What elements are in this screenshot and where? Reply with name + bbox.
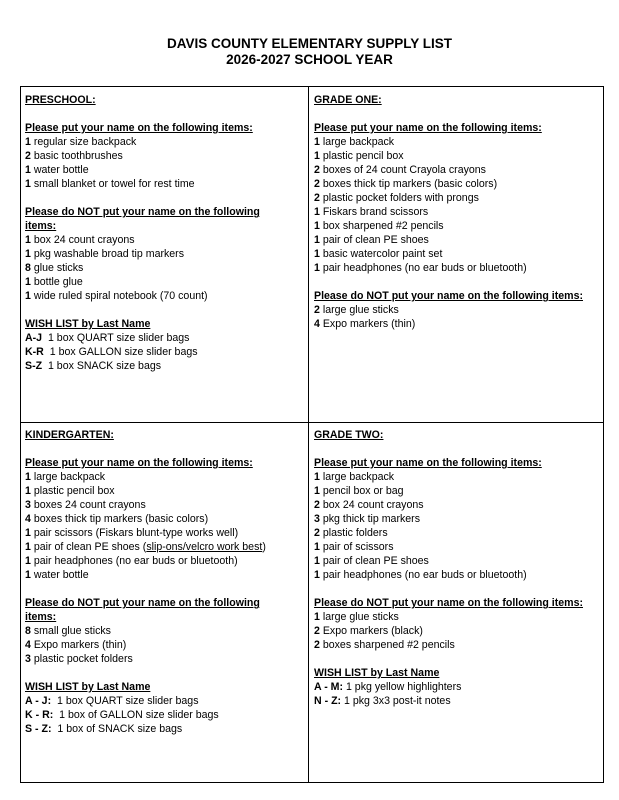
list-item xyxy=(25,554,266,568)
supply-grid xyxy=(20,86,604,783)
item-text: plastic folders xyxy=(319,527,388,539)
item-text: large backpack xyxy=(30,471,106,483)
wish-list-heading: WISH LIST by Last Name xyxy=(25,681,151,693)
list-item xyxy=(314,163,583,177)
list-item xyxy=(25,568,266,582)
item-quantity: 8 xyxy=(25,625,31,637)
name-items-heading: Please put your name on the following items: xyxy=(25,457,253,469)
item-text: wide ruled spiral notebook (70 count) xyxy=(30,290,208,302)
item-quantity: 1 xyxy=(25,569,31,581)
item-note: slip-ons/velcro work best xyxy=(146,541,263,553)
item-text: large backpack xyxy=(319,471,395,483)
list-item xyxy=(25,163,260,177)
item-text: large glue sticks xyxy=(319,304,399,316)
item-text: boxes thick tip markers (basic colors) xyxy=(319,178,498,190)
list-item xyxy=(25,512,266,526)
item-quantity: 2 xyxy=(314,164,320,176)
list-item xyxy=(314,554,583,568)
item-text: plastic pencil box xyxy=(319,150,404,162)
item-quantity: 1 xyxy=(25,276,31,288)
item-text: pencil box or bag xyxy=(319,485,404,497)
list-item xyxy=(314,177,583,191)
item-text: water bottle xyxy=(30,164,89,176)
item-quantity: A - J: xyxy=(25,695,52,707)
list-item xyxy=(25,540,266,554)
row-divider xyxy=(21,422,603,423)
item-quantity: 2 xyxy=(314,178,320,190)
list-item xyxy=(25,624,266,638)
item-quantity: 1 xyxy=(314,555,320,567)
list-item xyxy=(314,694,583,708)
section-heading: KINDERGARTEN: xyxy=(25,429,114,441)
item-quantity: 1 xyxy=(25,471,31,483)
item-quantity: 3 xyxy=(314,513,320,525)
item-quantity: 3 xyxy=(25,653,31,665)
item-text: Expo markers (thin) xyxy=(319,318,416,330)
list-item xyxy=(314,317,583,331)
list-item xyxy=(314,638,583,652)
item-quantity: S-Z xyxy=(25,360,43,372)
item-quantity: A - M: xyxy=(314,681,344,693)
item-text: pair headphones (no ear buds or bluetooth) xyxy=(319,262,527,274)
list-item xyxy=(314,247,583,261)
list-item xyxy=(314,233,583,247)
item-quantity: 1 xyxy=(314,234,320,246)
item-quantity: 1 xyxy=(314,541,320,553)
item-quantity: 1 xyxy=(25,248,31,260)
item-text: 1 pkg yellow highlighters xyxy=(343,681,462,693)
item-quantity: 4 xyxy=(314,318,320,330)
list-item xyxy=(314,191,583,205)
list-item xyxy=(25,722,266,736)
item-text: regular size backpack xyxy=(30,136,137,148)
item-text: pair of clean PE shoes xyxy=(319,234,429,246)
list-item xyxy=(25,484,266,498)
grade-one-section xyxy=(314,93,583,331)
item-quantity: 1 xyxy=(25,541,31,553)
section-heading: GRADE ONE: xyxy=(314,94,382,106)
item-text: small glue sticks xyxy=(30,625,111,637)
item-text: 1 pkg 3x3 post-it notes xyxy=(341,695,451,707)
list-item xyxy=(314,470,583,484)
item-text: plastic pocket folders xyxy=(30,653,133,665)
list-item xyxy=(25,247,260,261)
item-text: pair headphones (no ear buds or bluetooth) xyxy=(319,569,527,581)
no-name-items-heading: Please do NOT put your name on the following xyxy=(25,206,260,218)
item-quantity: K-R xyxy=(25,346,44,358)
item-quantity: 8 xyxy=(25,262,31,274)
item-text: water bottle xyxy=(30,569,89,581)
list-item xyxy=(25,261,260,275)
list-item xyxy=(314,512,583,526)
section-heading: PRESCHOOL: xyxy=(25,94,96,106)
item-text: box sharpened #2 pencils xyxy=(319,220,444,232)
item-quantity: 3 xyxy=(25,499,31,511)
list-item xyxy=(25,177,260,191)
item-quantity: 1 xyxy=(25,178,31,190)
item-text: boxes 24 count crayons xyxy=(30,499,146,511)
item-text: basic watercolor paint set xyxy=(319,248,443,260)
list-item xyxy=(25,638,266,652)
item-text: boxes of 24 count Crayola crayons xyxy=(319,164,486,176)
item-quantity: 1 xyxy=(25,164,31,176)
item-text: Expo markers (black) xyxy=(319,625,423,637)
grade-two-section xyxy=(314,428,583,708)
item-quantity: 2 xyxy=(314,499,320,511)
list-item xyxy=(314,568,583,582)
item-text: pair of clean PE shoes xyxy=(319,555,429,567)
section-heading: GRADE TWO: xyxy=(314,429,384,441)
item-quantity: K - R: xyxy=(25,709,54,721)
item-text: large glue sticks xyxy=(319,611,399,623)
item-quantity: 2 xyxy=(314,625,320,637)
item-text: 1 box SNACK size bags xyxy=(42,360,162,372)
item-text: pair of clean PE shoes ( xyxy=(30,541,147,553)
item-quantity: 1 xyxy=(314,150,320,162)
item-quantity: N - Z: xyxy=(314,695,342,707)
item-text: Fiskars brand scissors xyxy=(319,206,429,218)
item-quantity: 1 xyxy=(25,527,31,539)
item-quantity: 1 xyxy=(314,485,320,497)
item-text: basic toothbrushes xyxy=(30,150,123,162)
list-item xyxy=(25,708,266,722)
item-text: pair headphones (no ear buds or bluetooth) xyxy=(30,555,238,567)
item-text: box 24 count crayons xyxy=(30,234,135,246)
list-item xyxy=(25,359,260,373)
list-item xyxy=(25,233,260,247)
list-item xyxy=(314,205,583,219)
list-item xyxy=(25,149,260,163)
item-text: pkg thick tip markers xyxy=(319,513,420,525)
list-item xyxy=(314,484,583,498)
list-item xyxy=(25,526,266,540)
item-quantity: 2 xyxy=(314,304,320,316)
item-quantity: 1 xyxy=(25,485,31,497)
item-quantity: 1 xyxy=(314,220,320,232)
no-name-items-heading-cont: items: xyxy=(25,611,57,623)
item-text: large backpack xyxy=(319,136,395,148)
item-quantity: 2 xyxy=(25,150,31,162)
item-text: glue sticks xyxy=(30,262,84,274)
list-item xyxy=(314,540,583,554)
list-item xyxy=(314,135,583,149)
school-year-title: 2026-2027 SCHOOL YEAR xyxy=(226,52,393,67)
list-item xyxy=(25,135,260,149)
name-items-heading: Please put your name on the following items: xyxy=(314,122,542,134)
item-quantity: 2 xyxy=(314,639,320,651)
column-divider xyxy=(308,87,309,782)
item-quantity: 2 xyxy=(314,527,320,539)
item-quantity: 2 xyxy=(314,192,320,204)
name-items-heading: Please put your name on the following items: xyxy=(314,457,542,469)
document-title: DAVIS COUNTY ELEMENTARY SUPPLY LIST xyxy=(166,36,453,51)
item-text: small blanket or towel for rest time xyxy=(30,178,195,190)
no-name-items-heading: Please do NOT put your name on the following xyxy=(25,597,260,609)
list-item xyxy=(314,680,583,694)
wish-list-heading: WISH LIST by Last Name xyxy=(314,667,440,679)
item-text: pair of scissors xyxy=(319,541,394,553)
wish-list-heading: WISH LIST by Last Name xyxy=(25,318,151,330)
item-quantity: 1 xyxy=(314,136,320,148)
list-item xyxy=(314,526,583,540)
no-name-items-heading: Please do NOT put your name on the following items: xyxy=(314,290,583,302)
item-text: bottle glue xyxy=(30,276,83,288)
item-quantity: 1 xyxy=(314,262,320,274)
item-text: 1 box GALLON size slider bags xyxy=(43,346,198,358)
list-item xyxy=(25,694,266,708)
preschool-section xyxy=(25,93,260,373)
list-item xyxy=(25,652,266,666)
list-item xyxy=(314,303,583,317)
list-item xyxy=(314,610,583,624)
item-text: pair scissors (Fiskars blunt-type works well) xyxy=(30,527,239,539)
list-item xyxy=(314,149,583,163)
item-text: pkg washable broad tip markers xyxy=(30,248,185,260)
list-item xyxy=(25,289,260,303)
item-quantity: 4 xyxy=(25,513,31,525)
item-text: 1 box of GALLON size slider bags xyxy=(53,709,219,721)
item-quantity: 1 xyxy=(25,290,31,302)
item-quantity: 1 xyxy=(25,555,31,567)
list-item xyxy=(314,219,583,233)
item-quantity: 1 xyxy=(314,206,320,218)
item-quantity: 1 xyxy=(314,611,320,623)
item-text: boxes thick tip markers (basic colors) xyxy=(30,513,209,525)
list-item xyxy=(314,624,583,638)
item-quantity: S - Z: xyxy=(25,723,52,735)
list-item xyxy=(25,498,266,512)
list-item xyxy=(25,275,260,289)
item-text-end: ) xyxy=(262,541,266,553)
item-text: 1 box QUART size slider bags xyxy=(42,332,190,344)
item-quantity: A-J xyxy=(25,332,43,344)
item-text: box 24 count crayons xyxy=(319,499,424,511)
item-text: Expo markers (thin) xyxy=(30,639,127,651)
list-item xyxy=(25,345,260,359)
list-item xyxy=(314,261,583,275)
item-text: 1 box QUART size slider bags xyxy=(51,695,199,707)
item-quantity: 1 xyxy=(314,248,320,260)
list-item xyxy=(25,470,266,484)
list-item xyxy=(314,498,583,512)
kindergarten-section xyxy=(25,428,266,736)
item-quantity: 1 xyxy=(314,471,320,483)
no-name-items-heading: Please do NOT put your name on the following items: xyxy=(314,597,583,609)
no-name-items-heading-cont: items: xyxy=(25,220,57,232)
item-text: 1 box of SNACK size bags xyxy=(51,723,183,735)
list-item xyxy=(25,331,260,345)
item-quantity: 1 xyxy=(314,569,320,581)
name-items-heading: Please put your name on the following items: xyxy=(25,122,253,134)
item-quantity: 1 xyxy=(25,136,31,148)
item-text: plastic pocket folders with prongs xyxy=(319,192,479,204)
item-quantity: 1 xyxy=(25,234,31,246)
item-text: plastic pencil box xyxy=(30,485,115,497)
item-text: boxes sharpened #2 pencils xyxy=(319,639,455,651)
item-quantity: 4 xyxy=(25,639,31,651)
